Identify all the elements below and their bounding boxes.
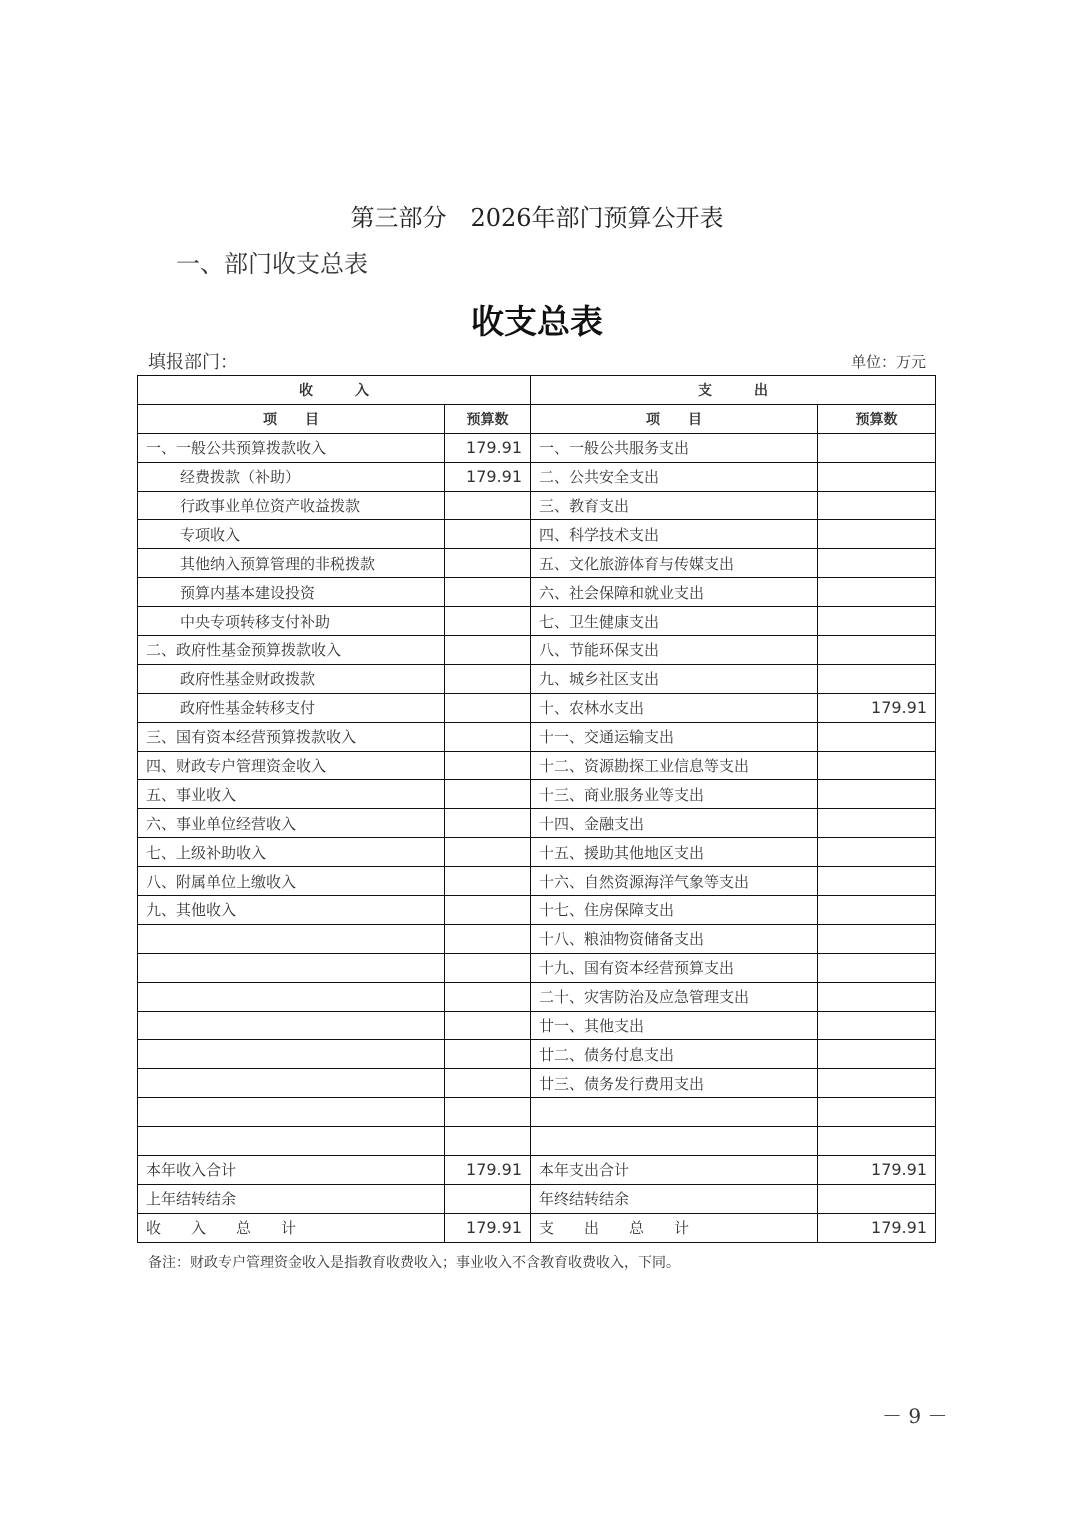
expense-amount-cell	[818, 896, 936, 925]
expense-header: 支 出	[531, 376, 936, 405]
table-row	[138, 520, 936, 549]
income-amount-cell	[445, 520, 531, 549]
income-item-cell: 专项收入	[138, 520, 445, 549]
income-item-cell: 八、附属单位上缴收入	[138, 867, 445, 896]
expense-item-cell: 十六、自然资源海洋气象等支出	[531, 867, 818, 896]
expense-amount-cell	[818, 462, 936, 491]
total-expense-label: 年终结转结余	[531, 1184, 818, 1213]
table-row	[138, 1069, 936, 1098]
income-amount-cell	[445, 664, 531, 693]
income-item-cell: 中央专项转移支付补助	[138, 607, 445, 636]
expense-item-cell: 二十、灾害防治及应急管理支出	[531, 982, 818, 1011]
income-amount-cell	[445, 953, 531, 982]
income-item-cell: 行政事业单位资产收益拨款	[138, 491, 445, 520]
income-amount-cell	[445, 693, 531, 722]
income-item-cell: 四、财政专户管理资金收入	[138, 751, 445, 780]
table-row	[138, 491, 936, 520]
table-title: 收支总表	[471, 302, 603, 341]
expense-amount-cell	[818, 1069, 936, 1098]
table-row	[138, 896, 936, 925]
income-amount-cell: 179.91	[445, 462, 531, 491]
fill-department-label: 填报部门：	[148, 352, 238, 373]
expense-item-cell: 八、节能环保支出	[531, 636, 818, 665]
expense-item-cell: 廿二、债务付息支出	[531, 1040, 818, 1069]
expense-item-header: 项 目	[531, 404, 818, 433]
income-item-cell: 二、政府性基金预算拨款收入	[138, 636, 445, 665]
expense-amount-cell	[818, 867, 936, 896]
table-row	[138, 1127, 936, 1156]
table-row	[138, 982, 936, 1011]
income-amount-cell	[445, 636, 531, 665]
income-amount-cell	[445, 780, 531, 809]
expense-amount-cell: 179.91	[818, 693, 936, 722]
expense-amount-cell	[818, 1098, 936, 1127]
income-item-cell: 一、一般公共预算拨款收入	[138, 433, 445, 462]
table-row	[138, 838, 936, 867]
expense-item-cell: 十四、金融支出	[531, 809, 818, 838]
expense-amount-cell	[818, 751, 936, 780]
table-row	[138, 809, 936, 838]
expense-amount-header: 预算数	[818, 404, 936, 433]
expense-item-cell: 十七、住房保障支出	[531, 896, 818, 925]
expense-amount-cell	[818, 838, 936, 867]
expense-item-cell: 一、一般公共服务支出	[531, 433, 818, 462]
income-amount-cell	[445, 1040, 531, 1069]
income-item-header: 项 目	[138, 404, 445, 433]
income-amount-cell	[445, 867, 531, 896]
income-amount-cell	[445, 751, 531, 780]
total-income-label: 收 入 总 计	[138, 1213, 445, 1242]
total-expense-label: 支 出 总 计	[531, 1213, 818, 1242]
expense-amount-cell	[818, 664, 936, 693]
income-item-cell	[138, 1040, 445, 1069]
expense-item-cell: 二、公共安全支出	[531, 462, 818, 491]
expense-item-cell: 九、城乡社区支出	[531, 664, 818, 693]
income-item-cell: 六、事业单位经营收入	[138, 809, 445, 838]
income-item-cell	[138, 1098, 445, 1127]
income-amount-cell	[445, 578, 531, 607]
expense-item-cell: 十九、国有资本经营预算支出	[531, 953, 818, 982]
total-income-label: 上年结转结余	[138, 1184, 445, 1213]
income-amount-cell	[445, 607, 531, 636]
expense-amount-cell	[818, 578, 936, 607]
expense-item-cell: 七、卫生健康支出	[531, 607, 818, 636]
total-row	[138, 1156, 936, 1185]
expense-item-cell: 六、社会保障和就业支出	[531, 578, 818, 607]
page-number: － 9 －	[882, 1404, 948, 1428]
table-row	[138, 636, 936, 665]
expense-amount-cell	[818, 636, 936, 665]
column-header-row	[138, 404, 936, 433]
income-amount-cell	[445, 491, 531, 520]
expense-item-cell: 四、科学技术支出	[531, 520, 818, 549]
income-item-cell	[138, 982, 445, 1011]
expense-item-cell: 三、教育支出	[531, 491, 818, 520]
section-title: 一、部门收支总表	[176, 250, 368, 278]
income-item-cell	[138, 1011, 445, 1040]
expense-amount-cell	[818, 1127, 936, 1156]
expense-item-cell	[531, 1098, 818, 1127]
expense-item-cell: 五、文化旅游体育与传媒支出	[531, 549, 818, 578]
budget-summary-table	[137, 375, 936, 1243]
expense-item-cell: 十、农林水支出	[531, 693, 818, 722]
table-row	[138, 924, 936, 953]
expense-item-cell: 十八、粮油物资储备支出	[531, 924, 818, 953]
table-row	[138, 664, 936, 693]
table-row	[138, 1098, 936, 1127]
total-expense-label: 本年支出合计	[531, 1156, 818, 1185]
section-header-row	[138, 376, 936, 405]
income-item-cell	[138, 1127, 445, 1156]
income-item-cell	[138, 924, 445, 953]
total-expense-amount: 179.91	[818, 1156, 936, 1185]
income-amount-cell	[445, 1069, 531, 1098]
footnote: 备注：财政专户管理资金收入是指教育收费收入；事业收入不含教育收费收入，下同。	[148, 1255, 680, 1271]
table-row	[138, 867, 936, 896]
total-income-amount: 179.91	[445, 1213, 531, 1242]
income-item-cell	[138, 1069, 445, 1098]
income-item-cell: 经费拨款（补助）	[138, 462, 445, 491]
table-row	[138, 1040, 936, 1069]
income-amount-cell	[445, 1098, 531, 1127]
expense-amount-cell	[818, 953, 936, 982]
income-item-cell: 七、上级补助收入	[138, 838, 445, 867]
income-amount-cell	[445, 896, 531, 925]
total-income-label: 本年收入合计	[138, 1156, 445, 1185]
income-amount-cell	[445, 982, 531, 1011]
table-row	[138, 462, 936, 491]
income-amount-header: 预算数	[445, 404, 531, 433]
expense-amount-cell	[818, 433, 936, 462]
income-item-cell: 政府性基金转移支付	[138, 693, 445, 722]
expense-item-cell: 十二、资源勘探工业信息等支出	[531, 751, 818, 780]
expense-item-cell: 廿一、其他支出	[531, 1011, 818, 1040]
expense-item-cell: 十五、援助其他地区支出	[531, 838, 818, 867]
income-item-cell: 五、事业收入	[138, 780, 445, 809]
income-item-cell: 预算内基本建设投资	[138, 578, 445, 607]
income-amount-cell	[445, 1011, 531, 1040]
income-item-cell: 其他纳入预算管理的非税拨款	[138, 549, 445, 578]
total-income-amount	[445, 1184, 531, 1213]
expense-amount-cell	[818, 722, 936, 751]
expense-amount-cell	[818, 924, 936, 953]
income-amount-cell	[445, 1127, 531, 1156]
expense-amount-cell	[818, 1011, 936, 1040]
income-item-cell	[138, 953, 445, 982]
expense-amount-cell	[818, 520, 936, 549]
income-amount-cell	[445, 838, 531, 867]
total-expense-amount	[818, 1184, 936, 1213]
expense-item-cell: 廿三、债务发行费用支出	[531, 1069, 818, 1098]
expense-item-cell: 十一、交通运输支出	[531, 722, 818, 751]
income-item-cell: 九、其他收入	[138, 896, 445, 925]
table-row	[138, 607, 936, 636]
table-row	[138, 693, 936, 722]
table-row	[138, 722, 936, 751]
table-row	[138, 578, 936, 607]
table-body	[138, 433, 936, 1155]
expense-amount-cell	[818, 780, 936, 809]
income-amount-cell	[445, 549, 531, 578]
table-row	[138, 549, 936, 578]
expense-amount-cell	[818, 549, 936, 578]
table-row	[138, 433, 936, 462]
expense-amount-cell	[818, 607, 936, 636]
total-row	[138, 1213, 936, 1242]
expense-amount-cell	[818, 982, 936, 1011]
income-item-cell: 政府性基金财政拨款	[138, 664, 445, 693]
income-item-cell: 三、国有资本经营预算拨款收入	[138, 722, 445, 751]
income-header: 收 入	[138, 376, 531, 405]
expense-amount-cell	[818, 491, 936, 520]
table-totals	[138, 1156, 936, 1243]
expense-item-cell	[531, 1127, 818, 1156]
table-row	[138, 780, 936, 809]
table-row	[138, 953, 936, 982]
unit-label: 单位：万元	[850, 353, 926, 371]
income-amount-cell	[445, 924, 531, 953]
expense-amount-cell	[818, 809, 936, 838]
table-row	[138, 751, 936, 780]
income-amount-cell	[445, 722, 531, 751]
table-row	[138, 1011, 936, 1040]
total-row	[138, 1184, 936, 1213]
total-income-amount: 179.91	[445, 1156, 531, 1185]
expense-item-cell: 十三、商业服务业等支出	[531, 780, 818, 809]
expense-amount-cell	[818, 1040, 936, 1069]
income-amount-cell: 179.91	[445, 433, 531, 462]
income-amount-cell	[445, 809, 531, 838]
total-expense-amount: 179.91	[818, 1213, 936, 1242]
part-title: 第三部分 2026年部门预算公开表	[350, 204, 724, 232]
